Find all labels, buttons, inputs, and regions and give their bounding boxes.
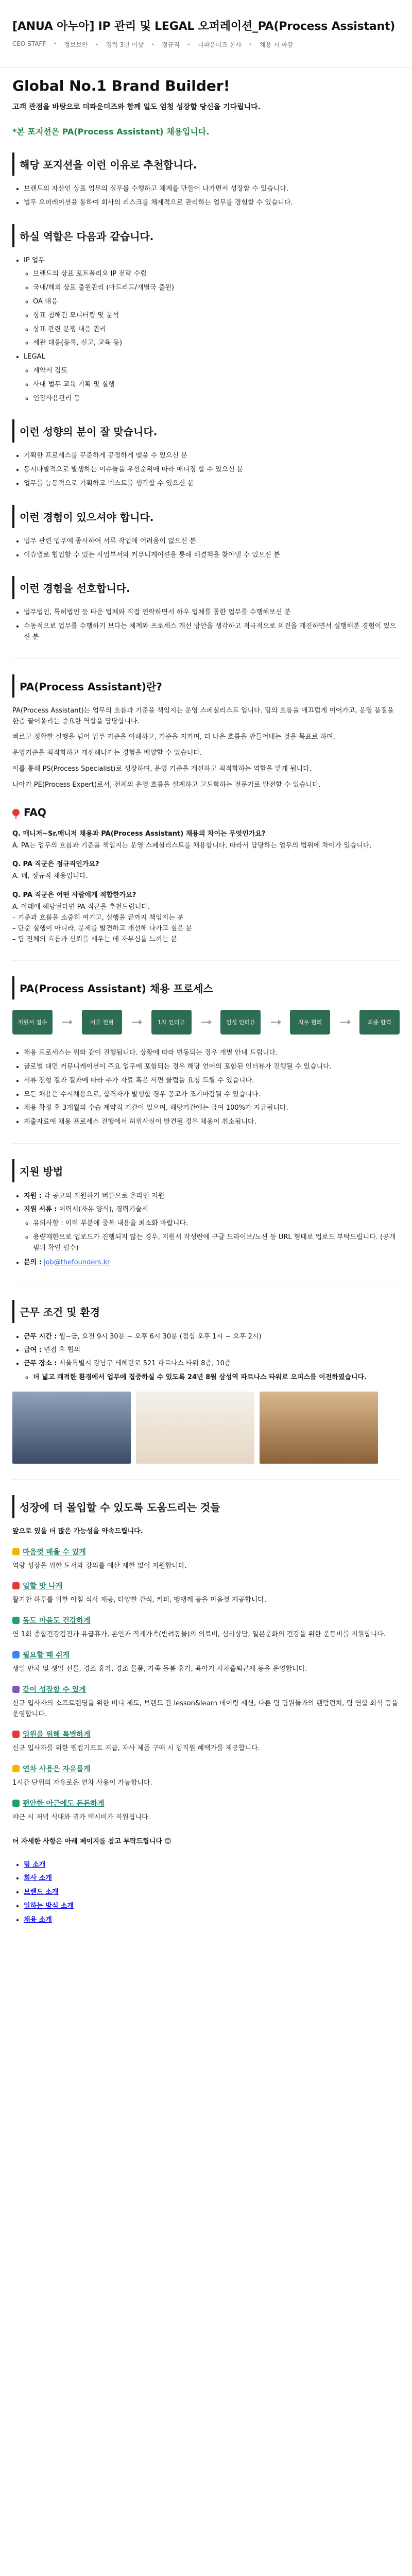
bullet-item xyxy=(24,352,400,404)
process-step: 지원서 접수 xyxy=(12,1010,53,1035)
benefit-item xyxy=(12,1729,400,1754)
condition-item xyxy=(24,1358,400,1383)
post-header xyxy=(0,0,412,67)
benefits-note: 더 자세한 사항은 아래 페이지를 참고 부탁드립니다 😊 xyxy=(12,1837,171,1845)
condition-label: 급여 : xyxy=(24,1346,42,1354)
sub-item: ◦ 계약서 검토 xyxy=(33,366,400,377)
benefit-desc: 연 1회 종합건강검진과 유급휴가, 본인과 직계가족(반려동물)의 의료비, 심리상담, 일본문화의 건강을 위한 운동비를 지원합니다. xyxy=(12,1631,386,1639)
apply-label: 지원 서류 : xyxy=(24,1206,57,1214)
sub-item: ◦ 국내/해외 상표 출원관리 (마드리드/개별국 출원) xyxy=(33,283,400,294)
bullet-label: LEGAL xyxy=(24,353,45,361)
pa-paragraph: 빠르고 정확한 실행을 넘어 업무 기준을 이해하고, 기준을 지키며, 더 나은 흐름을 만들어내는 것을 목표로 하며, xyxy=(12,733,335,741)
benefit-desc: 역량 성장을 위한 도서와 강의를 예산 제한 없이 지원합니다. xyxy=(12,1562,187,1570)
faq-question: Q. PA 직군은 어떤 사람에게 적합한가요? xyxy=(12,891,136,900)
taxi-icon xyxy=(12,1800,20,1807)
bullet-item: • 업무를 능동적으로 기획하고 넥스트를 생각할 수 있으신 분 xyxy=(24,479,400,489)
condition-note: ◦ 더 넓고 쾌적한 환경에서 업무에 집중하실 수 있도록 24년 8월 삼성역 파르나스 타워로 오피스를 이전하였습니다. xyxy=(33,1372,400,1383)
divider xyxy=(12,960,400,961)
bullet-item: • 브랜드의 자산인 상표 업무의 실무를 수행하고 체계를 만들어 나가면서 성장할 수 있습니다. xyxy=(24,184,400,195)
apply-sub-item: ◦ 유의사항 : 이력 부분에 중복 내용을 최소화 바랍니다. xyxy=(33,1218,400,1229)
section-title: 이런 경험이 있으셔야 합니다. xyxy=(12,505,400,528)
section-requirements xyxy=(12,505,400,561)
note-item: • 채용 확정 후 3개월의 수습 계약직 기간이 있으며, 해당기간에는 급여 100%가 지급됩니다. xyxy=(24,1103,400,1114)
benefit-title xyxy=(12,1798,400,1808)
intro-lead: 고객 관점을 바탕으로 더파운더즈와 함께 일도 엄청 성장할 당신을 기다립니다. xyxy=(12,103,261,111)
section-pa xyxy=(12,674,400,791)
section-title: 성장에 더 몰입할 수 있도록 도움드리는 것들 xyxy=(12,1495,400,1518)
benefit-desc: 1시간 단위의 자유로운 연차 사용이 가능합니다. xyxy=(12,1779,152,1787)
condition-value: 월~금, 오전 9시 30분 ~ 오후 6시 30분 (점심 오후 1시 ~ 오후 2시) xyxy=(59,1332,262,1341)
food-icon xyxy=(12,1582,20,1589)
process-notes xyxy=(12,1048,400,1128)
sub-item: ◦ 사내 법무 교육 기획 및 실행 xyxy=(33,380,400,391)
section-personality xyxy=(12,419,400,489)
bottom-link-item xyxy=(24,1915,400,1926)
process-step: 서류 전형 xyxy=(82,1010,122,1035)
note-item: • 채용 프로세스는 위와 같이 진행됩니다. 상황에 따라 변동되는 경우 개별 안내 드립니다. xyxy=(24,1048,400,1059)
apply-item xyxy=(24,1204,400,1253)
section-roles xyxy=(12,224,400,404)
benefit-title-label: 일할 맛 나게 xyxy=(23,1582,63,1591)
condition-item xyxy=(24,1345,400,1356)
condition-sub-list xyxy=(24,1372,400,1383)
apply-value: 이력서(자유 양식), 경력기술서 xyxy=(59,1206,148,1214)
apply-item xyxy=(24,1257,400,1268)
arrow-icon xyxy=(132,1022,141,1023)
bullet-item: • 법무법인, 특허법인 등 타운 업체와 직접 연락하면서 하우 업체를 통한 업무를 수행해보신 분 xyxy=(24,607,400,618)
apply-label: 지원 : xyxy=(24,1192,42,1200)
bottom-link-item xyxy=(24,1860,400,1871)
rest-icon xyxy=(12,1651,20,1658)
apply-sub-item: ◦ 용량제한으로 업로드가 진행되지 않는 경우, 지원서 작성란에 구글 드라이브/노션 등 URL 형태로 업로드 부탁드립니다. (공개 범위 확인 필수) xyxy=(33,1232,400,1254)
arrow-icon xyxy=(340,1022,350,1023)
benefit-desc: 신규 입사자의 소프트랜딩을 위한 버디 제도, 브랜드 간 lesson&learn 데이링 세션, 다른 팀 팀원들과의 랜덤런치, 팀 연합 회식 등을 운영합니다. xyxy=(12,1699,398,1718)
benefit-title-label: 연차 사용은 자유롭게 xyxy=(23,1765,91,1774)
faq-title-label: FAQ xyxy=(24,806,46,819)
benefit-title-label: 필요할 때 쉬게 xyxy=(23,1651,70,1660)
bullet-item: • 동시다발적으로 발생하는 이슈들을 우선순위에 따라 매니징 할 수 있으신 분 xyxy=(24,465,400,476)
apply-sub-list xyxy=(24,1218,400,1253)
team-intro-link[interactable]: 팀 소개 xyxy=(24,1860,46,1869)
bullet-item: • 수동적으로 업무를 수행하기 보다는 체계와 프로세스 개선 방안을 생각하고 적극적으로 의견을 개진하면서 실행해본 경험이 있으신 분 xyxy=(24,621,400,643)
pa-paragraph: PA(Process Assistant)는 업무의 흐름과 기준을 책임지는 운영 스페셜리스트 입니다. 팀의 흐름을 매끄럽게 이어가고, 운영 품질을 한층 끌어올리는 중요한 역할을 담당합니다. xyxy=(12,706,394,725)
section-apply xyxy=(12,1159,400,1268)
book-icon xyxy=(12,1548,20,1555)
benefit-title xyxy=(12,1684,400,1694)
note-item: • 제출자료에 채용 프로세스 진행에서 허위사실이 발견될 경우 채용이 취소됩니다. xyxy=(24,1117,400,1128)
bullet-item: • 이슈별로 협업할 수 있는 사업부서와 커뮤니케이션을 통해 해결책을 찾아낼 수 있으신 분 xyxy=(24,550,400,561)
benefit-title xyxy=(12,1764,400,1774)
contact-email-link[interactable]: job@thefounders.kr xyxy=(43,1258,110,1266)
apply-value: 각 공고의 지원하기 버튼으로 온라인 지원 xyxy=(43,1192,165,1200)
section-title: PA(Process Assistant) 채용 프로세스 xyxy=(12,976,400,999)
faq-answer: A. PA는 업무의 흐름과 기준을 책임지는 운영 스페셜리스트를 채용합니다. 따라서 담당하는 업무의 범위에 차이가 있습니다. xyxy=(12,841,372,850)
section-title: 근무 조건 및 환경 xyxy=(12,1300,400,1323)
note-item: • 글로벌 대면 커뮤니케이션이 주요 업무에 포함되는 경우 해당 언어의 포함된 인터뷰가 진행될 수 있습니다. xyxy=(24,1062,400,1073)
bullet-label: IP 업무 xyxy=(24,256,45,264)
content xyxy=(12,77,400,1941)
sub-item: ◦ 상표 침해건 모니터링 및 분석 xyxy=(33,311,400,321)
bullet-list xyxy=(12,607,400,642)
brand-intro-link[interactable]: 브랜드 소개 xyxy=(24,1888,59,1896)
faq-list xyxy=(12,828,400,945)
arrow-icon xyxy=(62,1022,72,1023)
process-step: 1차 인터뷰 xyxy=(151,1010,192,1035)
benefit-item xyxy=(12,1798,400,1823)
meta-item: 정보보안 • xyxy=(64,40,98,49)
recruit-intro-link[interactable]: 채용 소개 xyxy=(24,1916,52,1924)
meta-item: 더파운더즈 본사 • xyxy=(198,40,252,49)
faq-answer: A. 아래에 해당된다면 PA 직군을 추천드립니다. – 기준과 흐름을 소중히 여기고, 실행을 끝까지 책임지는 분 – 단순 실행이 아니라, 문제를 발견하고 개선해 나가고 싶은 분 – 팀 전체의 흐름과 신뢰를 세우는 데 자부심을 느끼는 분 xyxy=(12,903,193,943)
divider xyxy=(12,1143,400,1144)
benefit-item xyxy=(12,1615,400,1640)
section-preferred xyxy=(12,576,400,642)
benefit-title xyxy=(12,1729,400,1739)
office-images xyxy=(12,1392,400,1464)
condition-item xyxy=(24,1331,400,1343)
sub-item: ◦ OA 대응 xyxy=(33,297,400,308)
bottom-link-item xyxy=(24,1901,400,1912)
post-title: [ANUA 아누아] IP 관리 및 LEGAL 오퍼레이션_PA(Process Assistant) xyxy=(12,20,396,33)
bullet-item: • 법무 오퍼레이션을 통하여 회사의 리스크를 체계적으로 관리하는 업무를 경험할 수 있습니다. xyxy=(24,198,400,209)
bullet-item: • 법무 관련 업무에 종사하여 서류 작업에 어려움이 없으신 분 xyxy=(24,536,400,547)
benefit-title xyxy=(12,1615,400,1625)
condition-label: 근무 장소 : xyxy=(24,1359,57,1367)
office-building-image xyxy=(12,1392,131,1464)
apply-label: 문의 : xyxy=(24,1258,42,1266)
section-title: 하실 역할은 다음과 같습니다. xyxy=(12,224,400,247)
pa-paragraph: 이를 통해 PS(Process Specialist)로 성장하며, 운영 기준을 개선하고 최적화하는 역할을 맡게 됩니다. xyxy=(12,765,312,773)
meta-item: 채용 시 마감 xyxy=(260,41,294,48)
sub-list xyxy=(24,269,400,349)
meta-item: 경력 3년 이상 • xyxy=(106,40,154,49)
pin-icon xyxy=(12,809,20,816)
bullet-list xyxy=(12,536,400,561)
bottom-link-item xyxy=(24,1887,400,1898)
sub-item: ◦ 상표 관련 분쟁 대응 관리 xyxy=(33,325,400,335)
bullet-item: • 기획한 프로세스를 꾸준하게 공정하게 맺을 수 있으신 분 xyxy=(24,451,400,462)
post-meta xyxy=(12,40,294,49)
benefit-title xyxy=(12,1547,400,1557)
faq-question: Q. 매니저~Sr.매니저 채용과 PA(Process Assistant) 채용의 차이는 무엇인가요? xyxy=(12,829,266,838)
company-intro-link[interactable]: 회사 소개 xyxy=(24,1874,52,1883)
sub-item: ◦ 세관 대응(등록, 신고, 교육 등) xyxy=(33,338,400,349)
section-title: PA(Process Assistant)란? xyxy=(12,674,400,698)
health-icon xyxy=(12,1617,20,1624)
arrow-icon xyxy=(271,1022,280,1023)
arrow-icon xyxy=(201,1022,211,1023)
section-reasons xyxy=(12,152,400,209)
benefits-subtitle: 앞으로 있을 더 많은 가능성을 약속드립니다. xyxy=(12,1527,143,1535)
sub-item: ◦ 브랜드의 상표 포트폴리오 IP 전략 수립 xyxy=(33,269,400,280)
process-steps xyxy=(12,1010,400,1035)
benefit-desc: 생일 반차 및 생일 선물, 경조 휴가, 경조 물품, 가족 돌봄 휴가, 육아기 시차출퇴근제 등을 운영합니다. xyxy=(12,1665,307,1673)
section-title: 해당 포지션을 이런 이유로 추천합니다. xyxy=(12,152,400,176)
benefit-item xyxy=(12,1684,400,1720)
section-title: 이런 경험을 선호합니다. xyxy=(12,576,400,599)
benefit-item xyxy=(12,1547,400,1572)
work-style-link[interactable]: 일하는 방식 소개 xyxy=(24,1902,74,1910)
benefit-desc: 신규 입사자를 위한 웰컴기프트 지급, 자사 제품 구매 시 임직원 혜택가를 제공합니다. xyxy=(12,1744,260,1753)
bullet-item xyxy=(24,256,400,349)
apply-list xyxy=(12,1191,400,1268)
bullet-list xyxy=(12,451,400,489)
divider xyxy=(12,1479,400,1480)
pa-paragraph: 나아가 PE(Process Expert)로서, 전체의 운영 흐름을 설계하고 고도화하는 전문가로 발전할 수 있습니다. xyxy=(12,781,321,789)
section-title: 이런 성향의 분이 잘 맞습니다. xyxy=(12,419,400,443)
benefit-item xyxy=(12,1650,400,1675)
conditions-list xyxy=(12,1331,400,1383)
sub-list xyxy=(24,366,400,404)
brand-headline: Global No.1 Brand Builder! xyxy=(12,77,230,94)
faq-title xyxy=(12,806,400,819)
note-item: • 서류 전형 결과 결과에 따라 추가 자료 혹은 서면 클럽을 요청 드릴 수 있습니다. xyxy=(24,1076,400,1087)
benefit-title-label: 입원을 위해 특별하게 xyxy=(23,1731,91,1739)
benefit-title-label: 마음껏 배울 수 있게 xyxy=(23,1548,86,1556)
benefit-title xyxy=(12,1581,400,1591)
meta-item: CEO STAFF • xyxy=(12,40,57,49)
faq-question: Q. PA 직군은 정규직인가요? xyxy=(12,860,99,869)
section-title: 지원 방법 xyxy=(12,1159,400,1182)
section-benefits xyxy=(12,1495,400,1926)
section-process xyxy=(12,976,400,1128)
benefit-desc: 야근 시 저녁 식대와 귀가 택시비가 지원됩니다. xyxy=(12,1814,150,1821)
bottom-links xyxy=(12,1860,400,1926)
benefit-item xyxy=(12,1581,400,1606)
divider xyxy=(12,658,400,659)
process-step: 최종 합격 xyxy=(359,1010,400,1035)
benefit-item xyxy=(12,1764,400,1789)
note-item: • 모든 채용은 수시채용으로, 합격자가 발생할 경우 공고가 조기마감될 수 있습니다. xyxy=(24,1090,400,1100)
benefit-title-label: 편안한 아근에도 든든하게 xyxy=(23,1800,105,1808)
condition-value: 면접 후 협의 xyxy=(43,1346,81,1354)
gift-icon xyxy=(12,1731,20,1738)
benefit-title xyxy=(12,1650,400,1660)
condition-label: 근무 시간 : xyxy=(24,1332,57,1341)
benefit-title-label: 같이 성장할 수 있게 xyxy=(23,1685,86,1694)
bullet-list xyxy=(12,256,400,404)
process-step: 인성 인터뷰 xyxy=(220,1010,261,1035)
pa-paragraph: 운영기준을 최적화하고 개선해나가는 경험을 배양할 수 있습니다. xyxy=(12,749,202,757)
faq-answer: A. 네, 정규직 채용입니다. xyxy=(12,872,88,880)
office-lounge-image xyxy=(260,1392,378,1464)
intro-highlight: *본 포지션은 PA(Process Assistant) 채용입니다. xyxy=(12,127,210,137)
bottom-link-item xyxy=(24,1873,400,1884)
bullet-list xyxy=(12,184,400,209)
benefit-title-label: 동도 마음도 건강하게 xyxy=(23,1617,91,1625)
apply-item xyxy=(24,1191,400,1202)
meta-item: 정규직 • xyxy=(162,40,191,49)
condition-value: 서울특별시 강남구 테헤란로 521 파르나스 타워 8층, 10층 xyxy=(59,1359,231,1367)
growth-icon xyxy=(12,1686,20,1693)
calendar-icon xyxy=(12,1765,20,1772)
benefit-desc: 활기찬 하루를 위한 아침 식사 제공, 다양한 간식, 커피, 맹맹께 등을 마음껏 제공합니다. xyxy=(12,1596,267,1604)
section-conditions xyxy=(12,1300,400,1464)
sub-item: ◦ 인장사용관리 등 xyxy=(33,394,400,404)
office-interior-image xyxy=(136,1392,254,1464)
process-step: 처우 협의 xyxy=(290,1010,330,1035)
